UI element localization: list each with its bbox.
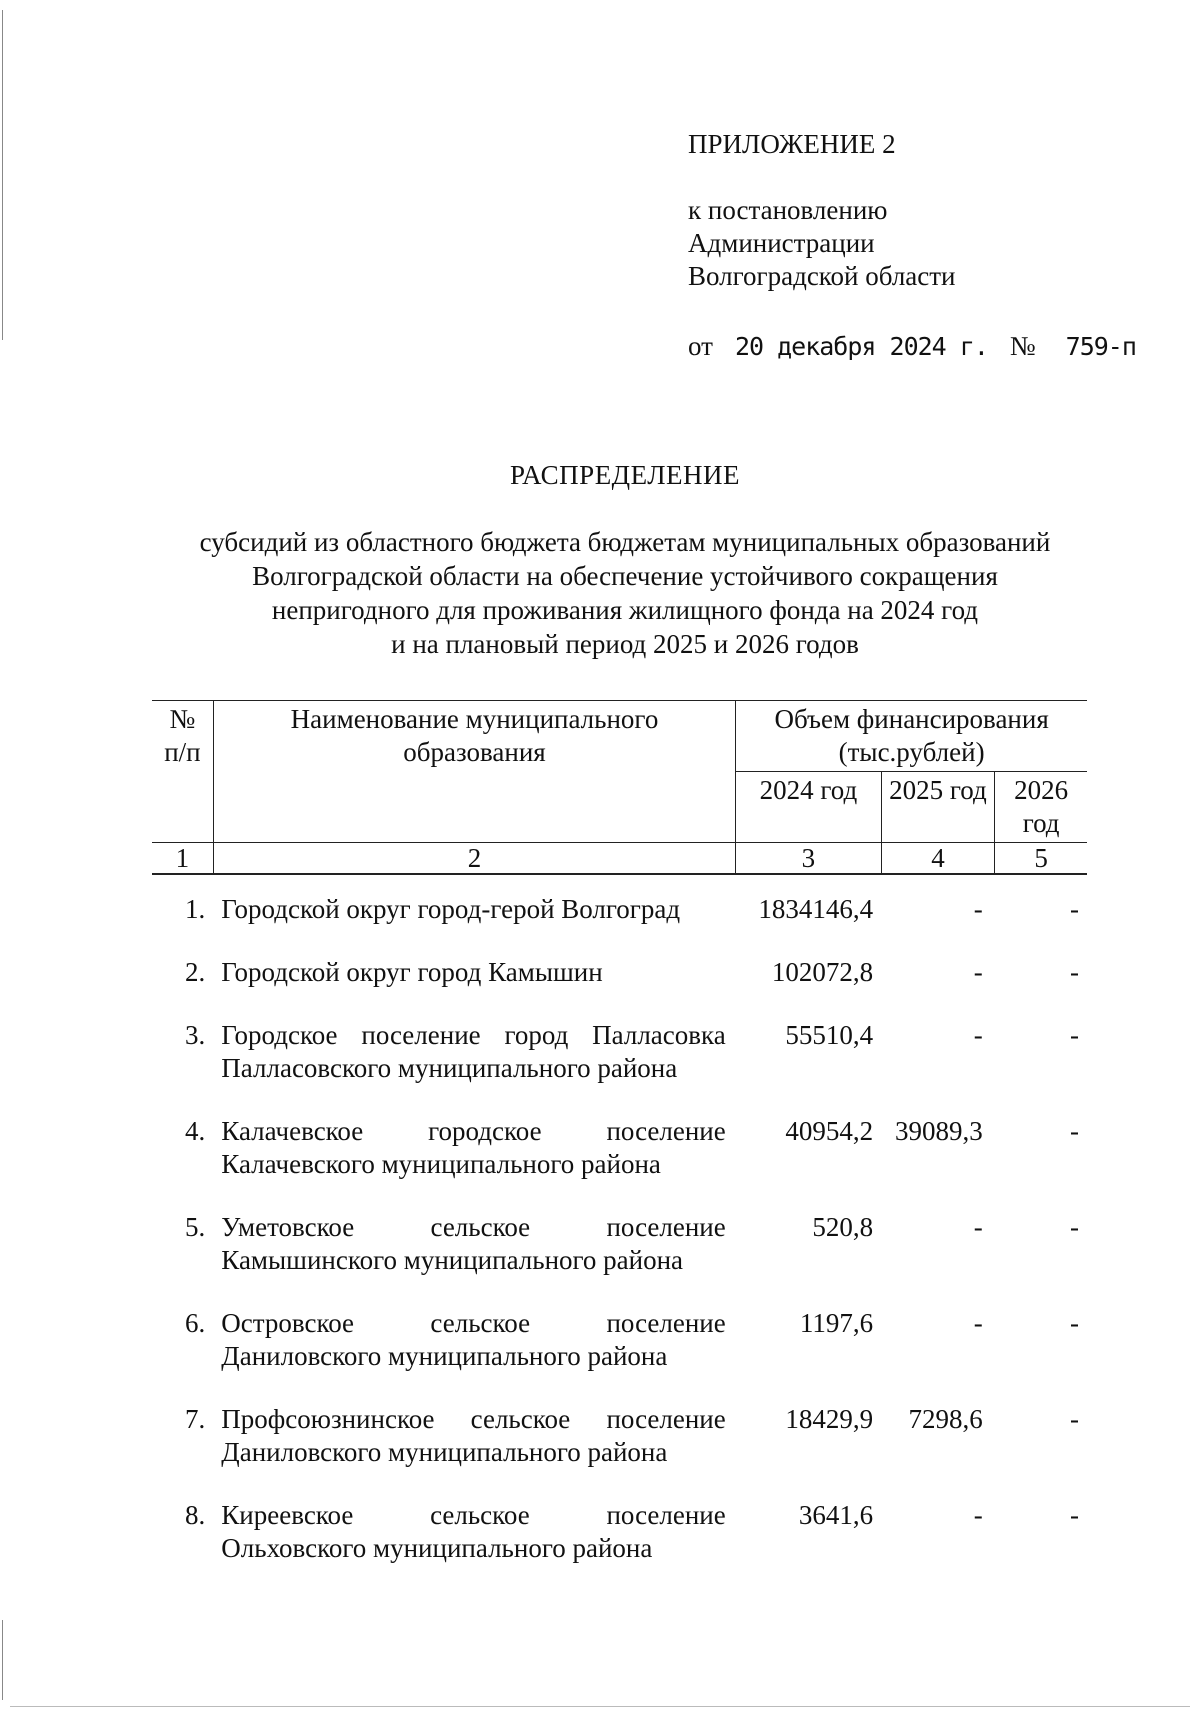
scan-edge-line <box>2 10 3 340</box>
column-index: 3 <box>736 843 881 875</box>
table-row <box>152 874 1087 956</box>
subtitle-line: субсидий из областного бюджета бюджетам муниципальных образований <box>199 527 1051 557</box>
row-value-2025: - <box>973 1500 983 1530</box>
date-prefix: от <box>688 331 713 361</box>
row-value-2026: - <box>1070 957 1079 987</box>
row-value-2025: - <box>973 1020 983 1050</box>
subtitle-line: и на плановый период 2025 и 2026 годов <box>391 629 859 659</box>
header-line: Волгоградской области <box>688 261 956 291</box>
appendix-header <box>688 128 956 293</box>
row-number: 2. <box>185 957 206 987</box>
row-value-2024: 55510,4 <box>785 1020 874 1050</box>
column-index: 1 <box>152 843 213 875</box>
header-name: Наименование муниципального образования <box>213 701 735 843</box>
header-2026: 2026 год <box>995 772 1087 843</box>
header-line: Администрации <box>688 228 875 258</box>
subsidy-table <box>152 700 1087 1595</box>
row-value-2024: 1834146,4 <box>758 894 874 924</box>
decree-number: 759-п <box>1065 332 1136 361</box>
row-number: 3. <box>185 1020 206 1050</box>
row-number: 8. <box>185 1500 206 1530</box>
decree-date-line <box>688 331 1136 362</box>
column-index: 5 <box>995 843 1087 875</box>
row-value-2025: - <box>973 957 983 987</box>
header-line: к постановлению <box>688 195 888 225</box>
scan-edge-line <box>2 1620 3 1700</box>
row-value-2024: 18429,9 <box>785 1404 874 1434</box>
row-value-2024: 3641,6 <box>798 1500 874 1530</box>
table-row <box>152 956 1087 1019</box>
table-row <box>152 1307 1087 1403</box>
row-value-2026: - <box>1070 1212 1079 1242</box>
table-row <box>152 1211 1087 1307</box>
subtitle-line: Волгоградской области на обеспечение устойчивого сокращения <box>252 561 998 591</box>
table-row <box>152 1019 1087 1115</box>
row-name: Уметовское сельское поселение Камышинского муниципального района <box>221 1212 726 1275</box>
table-row <box>152 1499 1087 1595</box>
row-name: Калачевское городское поселение Калачевского муниципального района <box>221 1116 726 1179</box>
row-number: 4. <box>185 1116 206 1146</box>
header-number: № п/п <box>152 701 213 843</box>
row-value-2026: - <box>1070 1404 1079 1434</box>
row-name: Профсоюзнинское сельское поселение Даниловского муниципального района <box>221 1404 726 1467</box>
number-sign: № <box>1009 331 1036 361</box>
appendix-title: ПРИЛОЖЕНИЕ 2 <box>688 129 896 159</box>
row-value-2024: 1197,6 <box>799 1308 874 1338</box>
header-2024: 2024 год <box>736 772 881 843</box>
row-value-2026: - <box>1070 1500 1079 1530</box>
scan-edge-line <box>10 1706 1190 1707</box>
subtitle-line: непригодного для проживания жилищного фонда на 2024 год <box>271 595 979 625</box>
row-value-2026: - <box>1070 1308 1079 1338</box>
header-2025: 2025 год <box>881 772 995 843</box>
row-value-2025: 39089,3 <box>895 1116 983 1146</box>
row-name: Островское сельское поселение Даниловского муниципального района <box>221 1308 726 1371</box>
row-value-2024: 40954,2 <box>785 1116 874 1146</box>
row-number: 1. <box>185 894 206 924</box>
row-value-2025: 7298,6 <box>908 1404 983 1434</box>
decree-date: 20 декабря 2024 г. <box>734 332 988 361</box>
row-value-2025: - <box>973 1308 983 1338</box>
row-name: Городской округ город-герой Волгоград <box>221 894 681 924</box>
row-value-2026: - <box>1070 1020 1079 1050</box>
document-subtitle <box>150 525 1100 661</box>
row-number: 6. <box>185 1308 206 1338</box>
table-row <box>152 1115 1087 1211</box>
row-value-2026: - <box>1070 894 1079 924</box>
row-value-2024: 520,8 <box>812 1212 874 1242</box>
row-name: Киреевское сельское поселение Ольховского муниципального района <box>221 1500 726 1563</box>
row-value-2025: - <box>973 1212 983 1242</box>
header-volume: Объем финансирования (тыс.рублей) <box>736 701 1087 772</box>
row-name: Городское поселение город Палласовка Палласовского муниципального района <box>221 1020 726 1083</box>
table-row <box>152 1403 1087 1499</box>
row-number: 7. <box>185 1404 206 1434</box>
document-title: РАСПРЕДЕЛЕНИЕ <box>509 460 741 490</box>
row-value-2025: - <box>973 894 983 924</box>
row-name: Городской округ город Камышин <box>221 957 603 987</box>
row-number: 5. <box>185 1212 206 1242</box>
column-index: 2 <box>213 843 735 875</box>
row-value-2024: 102072,8 <box>771 957 874 987</box>
row-value-2026: - <box>1070 1116 1079 1146</box>
column-index: 4 <box>881 843 995 875</box>
